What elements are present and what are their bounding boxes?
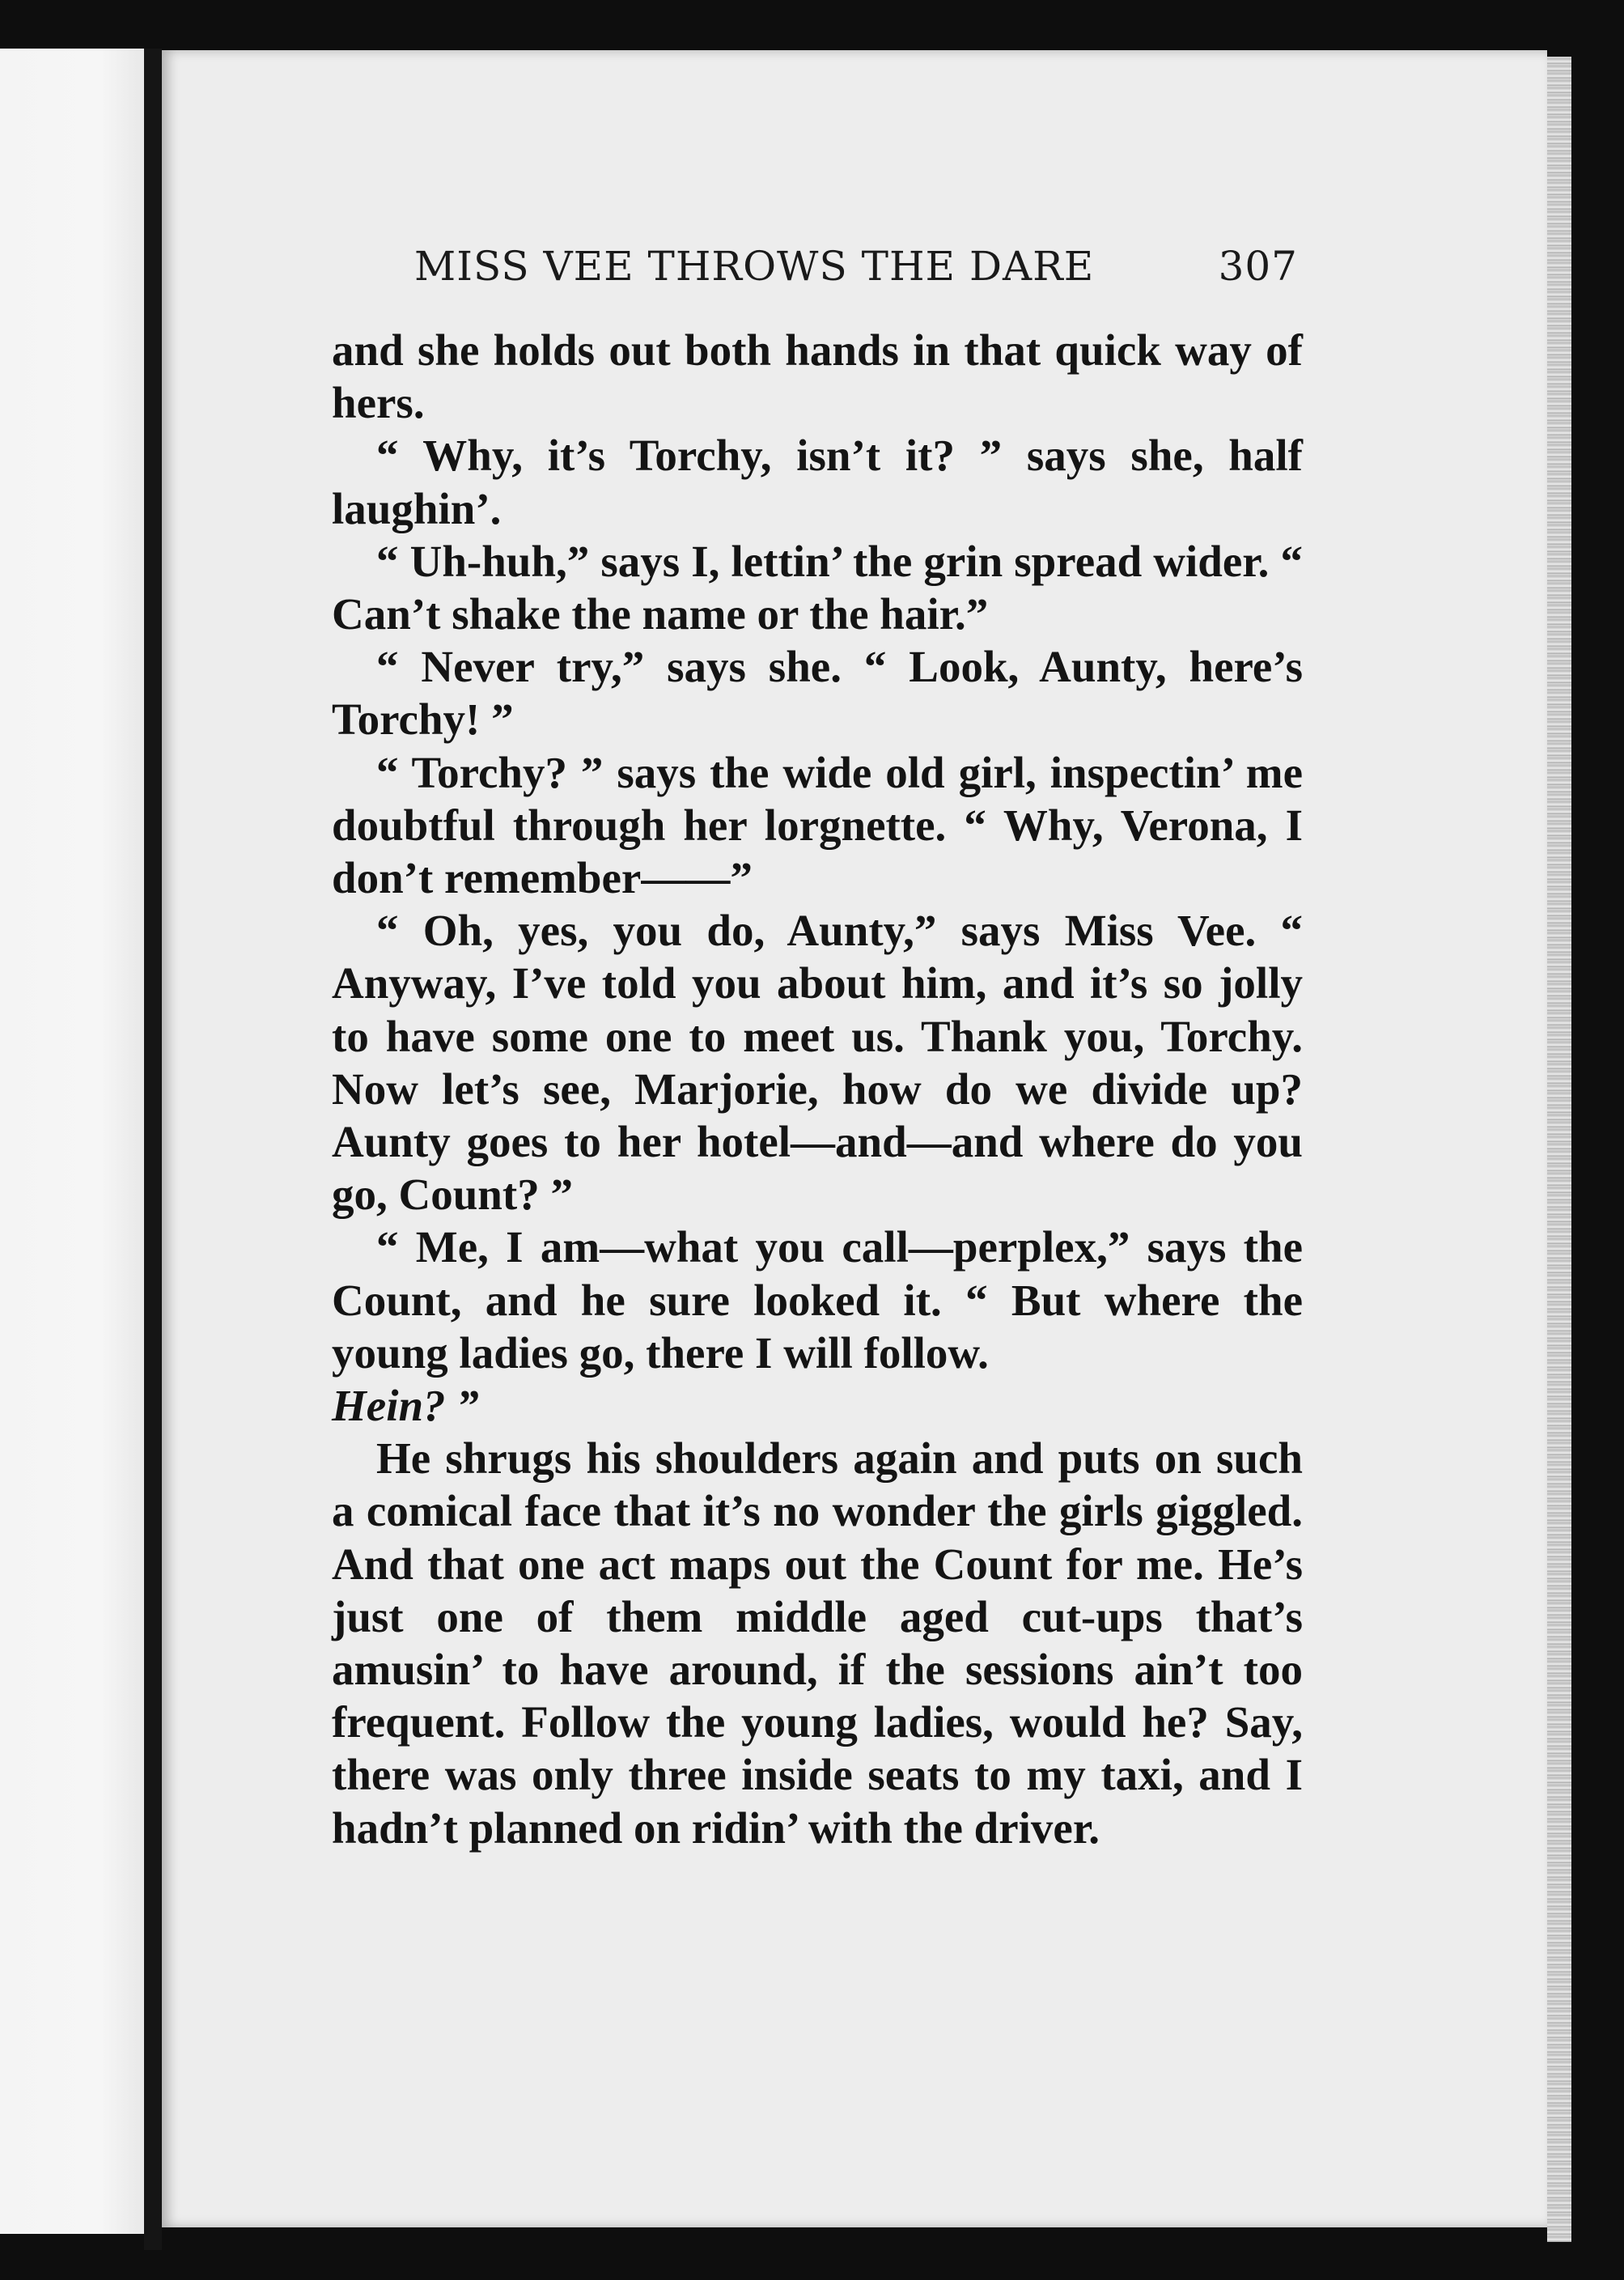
body-text bbox=[332, 324, 1303, 1854]
facing-page-margin bbox=[0, 49, 144, 2234]
scan-background bbox=[1571, 0, 1624, 2280]
paragraph: “ Why, it’s Torchy, isn’t it? ” says she, half laughin’. bbox=[332, 431, 1303, 533]
page-number: 307 bbox=[1218, 243, 1298, 290]
paragraph: He shrugs his shoulders again and puts on such a comical face that it’s no wonder the girls giggled. And that one act maps out the Count for me. He’s just one of them middle aged cut-ups that’s amusin’ to have around, if the sessions ain’t too frequent. Follow the young ladies, would he? Say, there was only three inside seats to my taxi, and I hadn’t planned on ridin’ with the driver. bbox=[332, 1433, 1303, 1853]
paragraph: “ Torchy? ” says the wide old girl, inspectin’ me doubtful through her lorgnette. “ Why, Verona, I don’t remember——” bbox=[332, 747, 1303, 903]
paragraph: “ Oh, yes, you do, Aunty,” says Miss Vee. “ Anyway, I’ve told you about him, and it’s so jolly to have some one to meet us. Thank you, Torchy. Now let’s see, Marjorie, how do we divide up? Aunty goes to her hotel—and—and where do you go, Count? ” bbox=[332, 906, 1303, 1220]
paragraph-italic-word: Hein? ” bbox=[332, 1381, 479, 1431]
book-gutter bbox=[144, 49, 162, 2250]
paragraph: “ Uh-huh,” says I, lettin’ the grin spread wider. “ Can’t shake the name or the hair.” bbox=[332, 536, 1303, 639]
paragraph: “ Me, I am—what you call—perplex,” says the Count, and he sure looked it. “ But where the young ladies go, there I will follow. bbox=[332, 1222, 1303, 1378]
paragraph: and she holds out both hands in that quick way of hers. bbox=[332, 325, 1303, 428]
page-edges bbox=[1547, 57, 1571, 2242]
running-head-title: MISS VEE THROWS THE DARE bbox=[414, 243, 1095, 290]
running-header bbox=[414, 243, 1298, 308]
paragraph: “ Never try,” says she. “ Look, Aunty, here’s Torchy! ” bbox=[332, 642, 1303, 745]
